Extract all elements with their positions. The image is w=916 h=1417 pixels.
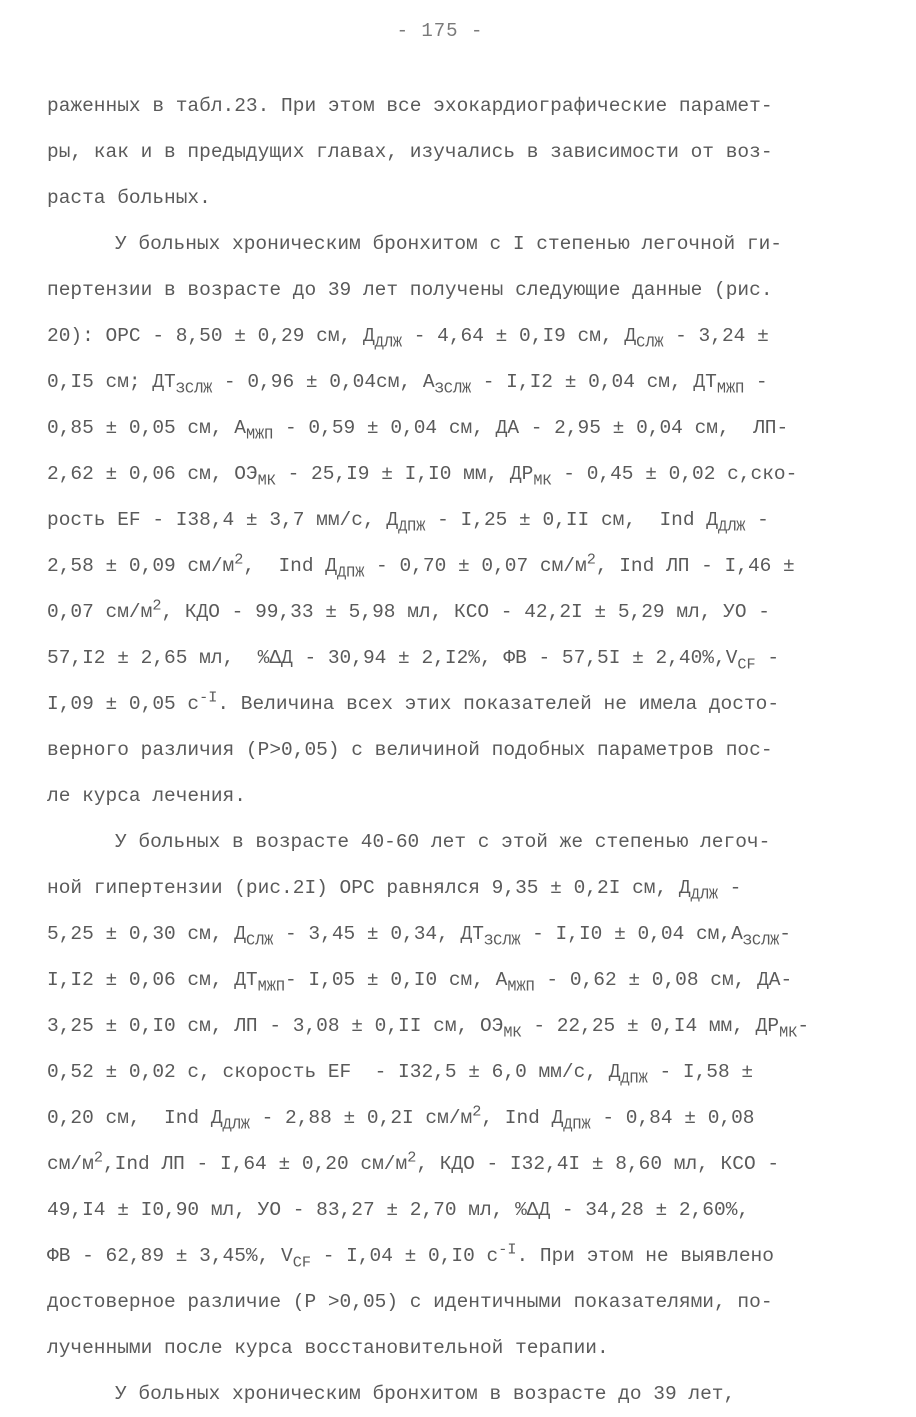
text-line: рость EF - I38,4 ± 3,7 мм/с, $Д_{ДПЖ} - I,25 \pm 0,II$ см, Ind $Д_{ДЛЖ}$ - (47, 509, 769, 536)
text-line: ФВ - 62,89 ± 3,45%, $V_{CF} - I,04 \pm 0,I0$ $с^{-I}$. При этом не выявлено (47, 1240, 774, 1272)
text-line: лученными после курса восстановительной терапии. (47, 1337, 609, 1359)
page-number: - 175 - (396, 20, 484, 42)
text-line: 0,85 ± 0,05 см, $А_{МЖП} - 0,59 \pm 0,04$ см, ДА - 2,95 ± 0,04 см, ЛП- (47, 417, 789, 444)
body-text (47, 83, 877, 1417)
text-line: раженных в табл.23. При этом все эхокардиографические парамет- (47, 95, 773, 117)
text-line: I,09 ± 0,05 $с^{-I}$. Величина всех этих показателей не имела досто- (47, 688, 780, 715)
text-line: ры, как и в предыдущих главах, изучались в зависимости от воз- (47, 141, 773, 163)
text-line: 0,52 ± 0,02 с, скорость EF - I32,5 ± 6,0 мм/с, $Д_{ДПЖ} - I,58$ ± (47, 1061, 754, 1088)
text-line: 49,I4 ± I0,90 мл, УО - 83,27 ± 2,70 мл, %ΔД - 34,28 ± 2,60%, (47, 1199, 750, 1221)
text-line: $см/м^2,Ind$ ЛП - I,64 ± 0,20 $см/м^2$, КДО - I32,4I ± 8,60 мл, КСО - (47, 1148, 780, 1175)
text-line: достоверное различие (Р >0,05) с идентичными показателями, по- (47, 1291, 773, 1313)
text-line: У больных хроническим бронхитом в возрасте до 39 лет, (115, 1383, 736, 1405)
text-line: 57,I2 ± 2,65 мл, %ΔД - 30,94 ± 2,I2%, ФВ - $57,5I \pm 2,40\%,V_{CF}$ - (47, 647, 780, 674)
text-line: пертензии в возрасте до 39 лет получены следующие данные (рис. (47, 279, 773, 301)
text-line: ле курса лечения. (47, 785, 246, 807)
text-line: верного различия (Р>0,05) с величиной подобных параметров пос- (47, 739, 773, 761)
text-line: 0,20 см, Ind $Д_{ДЛЖ} - 2,88 \pm 0,2I$ $см/м^2$, Ind $Д_{ДПЖ} - 0,84 \pm 0,08$ (47, 1102, 755, 1134)
text-line: 20): ОРС - 8,50 ± 0,29 см, $Д_{ДЛЖ} - 4,64 \pm 0,I9$ см, $Д_{СЛЖ} - 3,24$ ± (47, 325, 769, 352)
text-line: У больных в возрасте 40-60 лет с этой же степенью легоч- (115, 831, 771, 853)
text-line: 2,62 ± 0,06 см, $ОЭ_{МК} - 25,I9 \pm I,I0$ мм, $ДР_{МК} - 0,45 \pm 0,02$ с,ско- (47, 463, 798, 490)
text-line: 2,58 ± 0,09 $см/м^2$, Ind $Д_{ДПЖ} - 0,70 \pm 0,07$ $см/м^2$, Ind ЛП - I,46 ± (47, 550, 795, 582)
text-line: У больных хроническим бронхитом с I степенью легочной ги- (115, 233, 783, 255)
text-line: I,I2 ± 0,06 см, $ДТ_{МЖП}-$ I,05 ± 0,I0 см, $А_{МЖП} - 0,62 \pm 0,08$ см, ДА- (47, 969, 793, 996)
text-line: 0,I5 см; $ДТ_{ЗСЛЖ} - 0,96 \pm 0,04см$, $А_{ЗСЛЖ} - I,I2 \pm 0,04$ см, $ДТ_{МЖП}$ - (47, 371, 768, 398)
text-line: 3,25 ± 0,I0 см, ЛП - 3,08 ± 0,II см, $ОЭ_{МК} - 22,25 \pm 0,I4$ мм, $ДР_{МК}-$ (47, 1015, 810, 1042)
text-line: 0,07 $см/м^2$, КДО - 99,33 ± 5,98 мл, КСО - 42,2I ± 5,29 мл, УО - (47, 596, 770, 623)
text-line: ной гипертензии (рис.2I) ОРС равнялся 9,35 ± 0,2I см, $Д_{ДЛЖ}$ - (47, 877, 742, 904)
text-line: 5,25 ± 0,30 см, $Д_{СЛЖ} - 3,45 \pm 0,34$, $ДТ_{ЗСЛЖ} - I,I0 \pm 0,04$ $см,А_{ЗСЛЖ}-$ (47, 923, 791, 950)
text-line: раста больных. (47, 187, 211, 209)
